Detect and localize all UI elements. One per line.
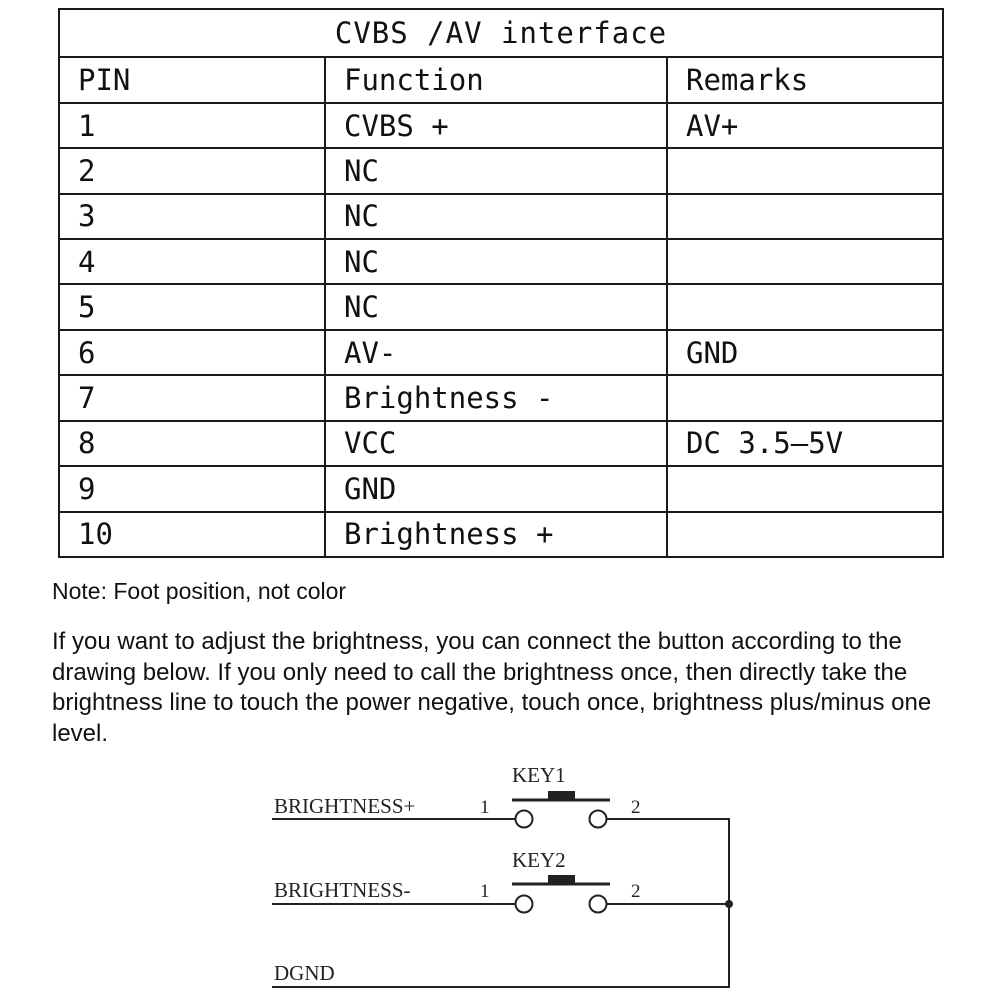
pin-cell: 7 (59, 375, 325, 420)
pin-cell: 2 (59, 148, 325, 193)
junction-dot (725, 900, 733, 908)
remarks-cell (667, 239, 943, 284)
table-title-row (59, 9, 943, 57)
key1-pin1-label: 1 (480, 797, 490, 818)
pin-cell: 5 (59, 284, 325, 329)
brightness-plus-label: BRIGHTNESS+ (274, 794, 416, 818)
header-remarks: Remarks (667, 57, 943, 102)
table-header-row (59, 57, 943, 102)
remarks-cell (667, 284, 943, 329)
table-row (59, 512, 943, 558)
table-row (59, 330, 943, 375)
key2-label: KEY2 (512, 848, 566, 872)
brightness-minus-label: BRIGHTNESS- (274, 878, 411, 902)
table-row (59, 239, 943, 284)
remarks-cell: GND (667, 330, 943, 375)
function-cell: Brightness - (325, 375, 667, 420)
table-row (59, 466, 943, 511)
header-pin: PIN (59, 57, 325, 102)
function-cell: NC (325, 239, 667, 284)
remarks-cell (667, 466, 943, 511)
key1-contact-left (516, 811, 533, 828)
remarks-cell (667, 512, 943, 558)
table-row (59, 375, 943, 420)
function-cell: NC (325, 194, 667, 239)
function-cell: AV- (325, 330, 667, 375)
pin-cell: 9 (59, 466, 325, 511)
function-cell: NC (325, 284, 667, 329)
table-row (59, 284, 943, 329)
function-cell: VCC (325, 421, 667, 466)
pin-table (58, 8, 944, 558)
function-cell: GND (325, 466, 667, 511)
table-row (59, 421, 943, 466)
key1-label: KEY1 (512, 763, 566, 787)
remarks-cell (667, 194, 943, 239)
pin-cell: 3 (59, 194, 325, 239)
table-row (59, 103, 943, 148)
remarks-cell: AV+ (667, 103, 943, 148)
table-row (59, 194, 943, 239)
header-function: Function (325, 57, 667, 102)
pin-cell: 8 (59, 421, 325, 466)
pin-cell: 6 (59, 330, 325, 375)
key1-cap (548, 791, 575, 799)
key2-contact-right (590, 896, 607, 913)
pin-cell: 10 (59, 512, 325, 558)
function-cell: Brightness + (325, 512, 667, 558)
instruction-paragraph: If you want to adjust the brightness, you can connect the button according to the drawing below. If you only need to call the brightness once, then directly take the brightness line to touch the power negative, touch once, brightness plus/minus one level. (52, 628, 932, 747)
key1-pin2-label: 2 (631, 797, 641, 818)
button-wiring-diagram (0, 755, 1000, 1000)
table-title: CVBS /AV interface (59, 9, 943, 57)
key2-pin2-label: 2 (631, 881, 641, 902)
note-text: Note: Foot position, not color (52, 578, 347, 604)
key2-cap (548, 875, 575, 883)
pin-cell: 1 (59, 103, 325, 148)
function-cell: CVBS + (325, 103, 667, 148)
table-row (59, 148, 943, 193)
remarks-cell: DC 3.5—5V (667, 421, 943, 466)
function-cell: NC (325, 148, 667, 193)
pin-cell: 4 (59, 239, 325, 284)
remarks-cell (667, 148, 943, 193)
remarks-cell (667, 375, 943, 420)
dgnd-label: DGND (274, 961, 335, 985)
key1-contact-right (590, 811, 607, 828)
key2-pin1-label: 1 (480, 881, 490, 902)
key2-contact-left (516, 896, 533, 913)
